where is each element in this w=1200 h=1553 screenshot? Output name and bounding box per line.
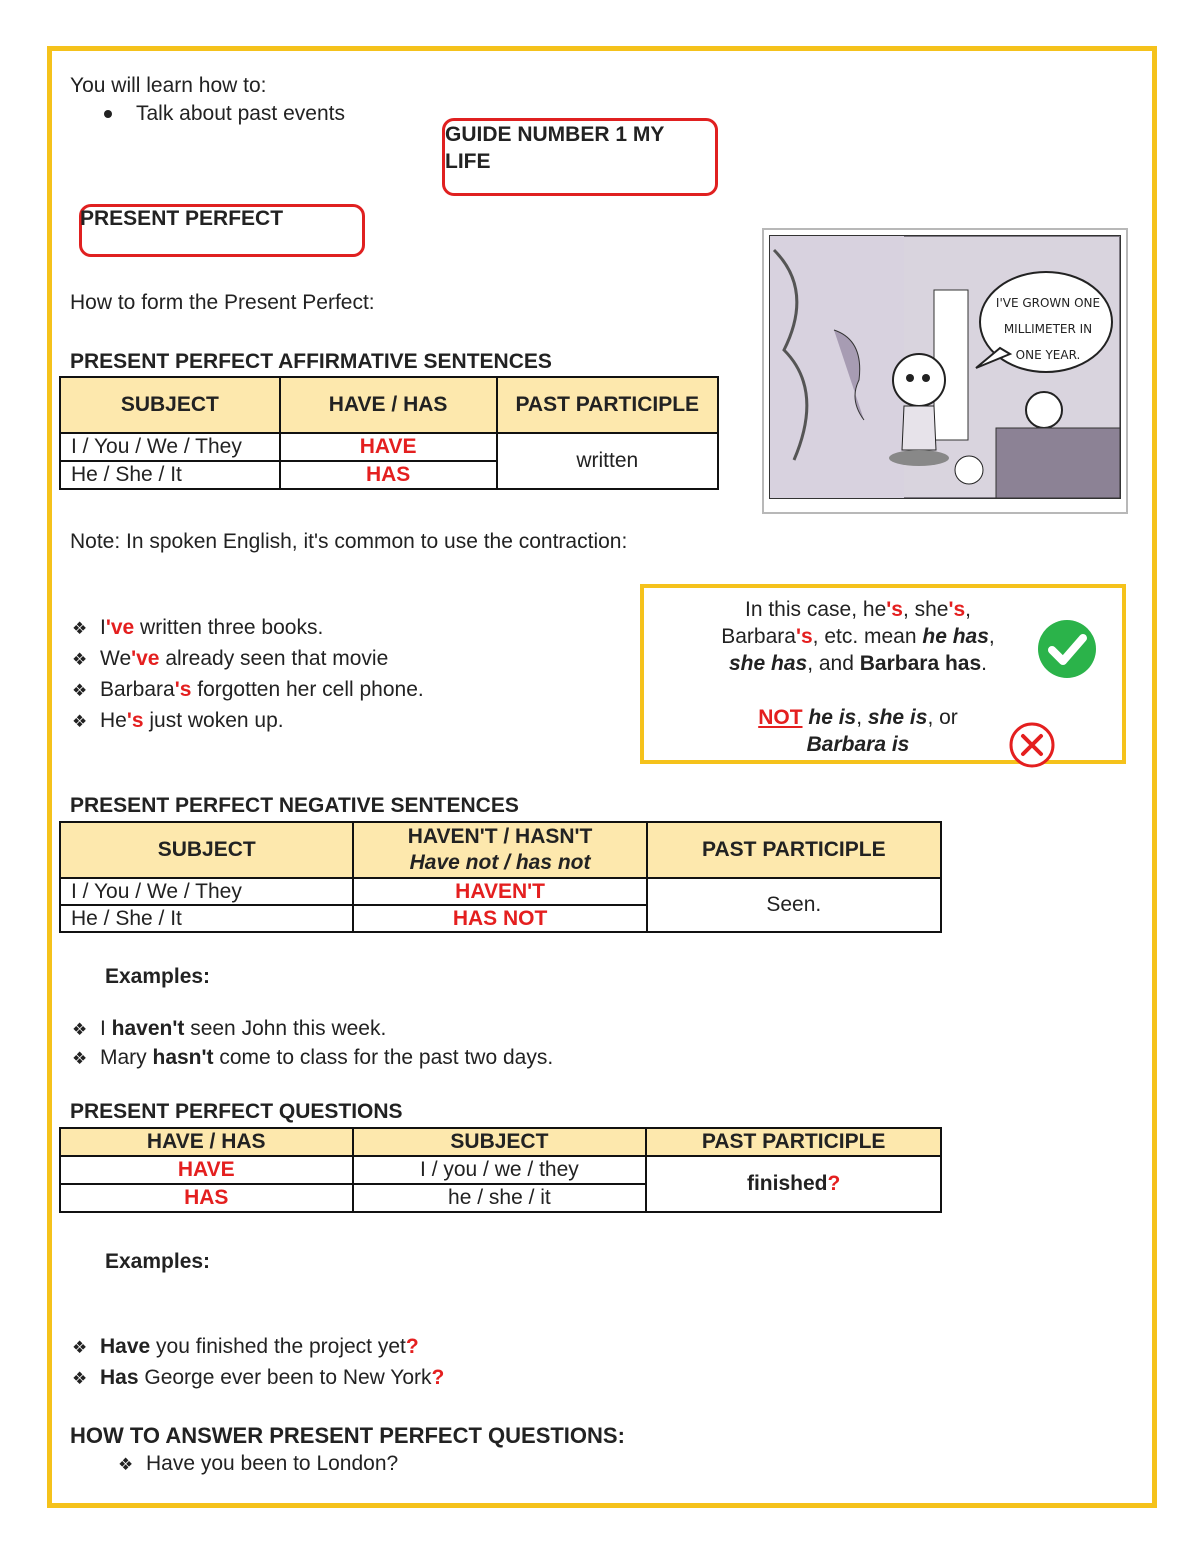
note-not: NOT he is, she is, or Barbara is — [758, 706, 958, 756]
list-item: ❖ I've written three books. — [72, 612, 424, 643]
list-item: ❖ Has George ever been to New York? — [72, 1362, 444, 1393]
affirmative-heading: PRESENT PERFECT AFFIRMATIVE SENTENCES — [70, 350, 552, 373]
answer-item: ❖ Have you been to London? — [118, 1451, 398, 1478]
aux-cell: HAS — [60, 1184, 353, 1212]
col-have-has: HAVE / HAS — [280, 377, 497, 433]
contraction-note-box — [640, 584, 1126, 764]
subject-cell: he / she / it — [353, 1184, 647, 1212]
participle-cell: finished? — [646, 1156, 941, 1212]
neg-examples — [72, 1014, 553, 1072]
col-past-participle: PAST PARTICIPLE — [647, 822, 941, 878]
aux-cell: HAS — [280, 461, 497, 489]
learn-heading: You will learn how to: — [70, 74, 267, 97]
comic-drawing — [764, 230, 1126, 512]
col-have-has: HAVE / HAS — [60, 1128, 353, 1156]
neg-examples-heading: Examples: — [105, 965, 211, 988]
note-meaning: In this case, he's, she's, Barbara's, etc. mean he has, she has, and Barbara has. — [721, 598, 995, 675]
aux-cell: HAVE — [60, 1156, 353, 1184]
subject-cell: He / She / It — [60, 905, 353, 932]
table-row — [60, 1156, 941, 1184]
diamond-bullet-icon: ❖ — [72, 712, 88, 731]
negative-table — [59, 821, 942, 933]
list-item: ❖ Barbara's forgotten her cell phone. — [72, 674, 424, 705]
subject-cell: I / You / We / They — [60, 433, 280, 461]
q-examples — [72, 1331, 444, 1393]
list-item: ❖ Have you finished the project yet? — [72, 1331, 444, 1362]
comic-illustration — [762, 228, 1128, 514]
diamond-bullet-icon: ❖ — [72, 1369, 88, 1388]
aux-cell: HAVE — [280, 433, 497, 461]
bullet-dot-icon — [104, 110, 112, 118]
subject-cell: I / You / We / They — [60, 878, 353, 905]
list-item: ❖ He's just woken up. — [72, 705, 424, 736]
table-row — [60, 878, 941, 905]
contraction-examples — [72, 612, 424, 736]
col-past-participle: PAST PARTICIPLE — [646, 1128, 941, 1156]
learn-item: Talk about past events — [104, 101, 345, 127]
check-circle-icon — [1036, 618, 1098, 680]
col-subject: SUBJECT — [353, 1128, 647, 1156]
how-to-form: How to form the Present Perfect: — [70, 291, 375, 314]
guide-title: GUIDE NUMBER 1 MY LIFE — [445, 123, 664, 173]
answer-heading: HOW TO ANSWER PRESENT PERFECT QUESTIONS: — [70, 1423, 625, 1448]
contraction-note: Note: In spoken English, it's common to use the contraction: — [70, 530, 628, 553]
list-item: ❖ Mary hasn't come to class for the past two days. — [72, 1043, 553, 1072]
col-havent-hasnt: HAVEN'T / HASN'T Have not / has not — [353, 822, 646, 878]
col-subject: SUBJECT — [60, 822, 353, 878]
participle-cell: Seen. — [647, 878, 941, 932]
diamond-bullet-icon: ❖ — [72, 650, 88, 669]
participle-cell: written — [497, 433, 718, 489]
col-subject: SUBJECT — [60, 377, 280, 433]
diamond-bullet-icon: ❖ — [72, 1338, 88, 1357]
diamond-bullet-icon: ❖ — [118, 1455, 134, 1474]
col-past-participle: PAST PARTICIPLE — [497, 377, 718, 433]
list-item: ❖ I haven't seen John this week. — [72, 1014, 553, 1043]
subject-cell: I / you / we / they — [353, 1156, 647, 1184]
diamond-bullet-icon: ❖ — [72, 681, 88, 700]
aux-cell: HAVEN'T — [353, 878, 646, 905]
questions-heading: PRESENT PERFECT QUESTIONS — [70, 1100, 403, 1123]
aux-cell: HAS NOT — [353, 905, 646, 932]
diamond-bullet-icon: ❖ — [72, 1049, 88, 1068]
x-circle-icon — [1006, 722, 1058, 768]
diamond-bullet-icon: ❖ — [72, 619, 88, 638]
q-examples-heading: Examples: — [105, 1250, 211, 1273]
table-row — [60, 433, 718, 461]
topic-title: PRESENT PERFECT — [80, 207, 284, 230]
negative-heading: PRESENT PERFECT NEGATIVE SENTENCES — [70, 794, 519, 817]
list-item: ❖ We've already seen that movie — [72, 643, 424, 674]
subject-cell: He / She / It — [60, 461, 280, 489]
diamond-bullet-icon: ❖ — [72, 1020, 88, 1039]
comic-speech: I'VE GROWN ONE MILLIMETER IN ONE YEAR. — [995, 296, 1101, 362]
affirmative-table — [59, 376, 719, 490]
questions-table — [59, 1127, 942, 1213]
